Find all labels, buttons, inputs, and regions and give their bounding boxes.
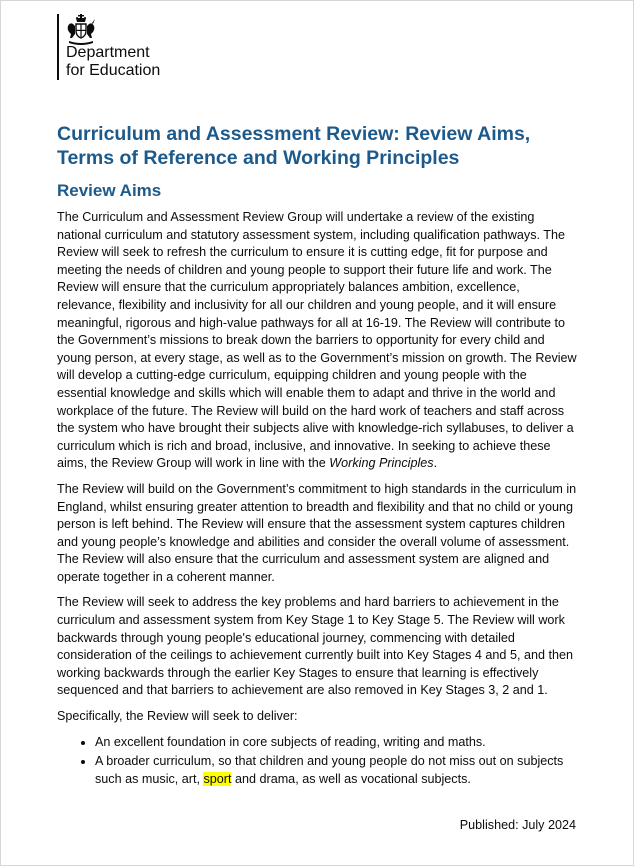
paragraph-standards: The Review will build on the Government’s commitment to high standards in the curriculum in England, whilst ensuring greater attention to breadth and flexibility and that no child or young person is left behind. The Review will ensure that the assessment system captures children and young people’s knowledge and abilities and consider the overall volume of assessment. The Review will also ensure that the curriculum and assessment system are aligned and operate together in a coherent manner. [57, 481, 577, 584]
paragraph-review-group-end: . [433, 456, 438, 471]
paragraph-review-group-text: The Curriculum and Assessment Review Group will undertake a review of the existing national curriculum and statutory assessment system, including qualification pathways. The Review will seek to refresh the curriculum to ensure it is cutting edge, fit for purpose and meeting the needs of children and young people to support their future life and work. The Review will ensure that the curriculum appropriately balances ambition, excellence, relevance, flexibility and inclusivity for all our children and young people, and it will ensure meaningful, rigorous and high-value pathways for all at 16-19. The Review will contribute to the Government’s missions to break down the barriers to opportunity for every child and young person, at every stage, as well as to the Government’s mission on growth. The Review will develop a cutting-edge curriculum, equipping children and young people with the essential knowledge and skills which will enable them to adapt and thrive in the world and workplace of the future. The Review will build on the hard work of teachers and staff across the system who have brought their subjects alive with knowledge-rich syllabuses, to deliver a curriculum which is rich and broad, inclusive, and innovative. In seeking to achieve these aims, the Review Group will work in line with the [57, 210, 577, 471]
document-body [57, 122, 577, 790]
working-principles-reference: Working Principles [329, 456, 434, 471]
deliverables-list [57, 734, 577, 789]
list-item [95, 753, 577, 788]
paragraph-review-group [57, 209, 577, 473]
paragraph-deliver-intro: Specifically, the Review will seek to deliver: [57, 709, 298, 724]
royal-coat-of-arms-icon [66, 14, 96, 46]
department-name-line2: for Education [66, 62, 161, 79]
list-item-text-start: A broader curriculum, so that children and young people do not miss out on subjects such as music, art, [95, 754, 564, 786]
highlighted-word: sport [203, 771, 232, 786]
dfe-logo [57, 14, 161, 80]
list-item-text-end: and drama, as well as vocational subjects. [231, 771, 471, 786]
department-name-line1: Department [66, 44, 150, 61]
published-date: Published: July 2024 [459, 818, 576, 832]
department-name [66, 44, 160, 80]
list-item: • An excellent foundation in core subjects of reading, writing and maths. [95, 734, 577, 752]
paragraph-barriers: The Review will seek to address the key problems and hard barriers to achievement in the curriculum and assessment system from Key Stage 1 to Key Stage 5. The Review will work backwards through young people's educational journey, commencing with detailed consideration of the ceilings to achievement currently built into Key Stages 4 and 5, and then working backwards through the earlier Key Stages to ensure that learning is effectively sequenced and that barriers to achievement are also removed in Key Stages 3, 2 and 1. [57, 595, 573, 698]
section-heading: Review Aims [57, 181, 162, 200]
document-title: Curriculum and Assessment Review: Review Aims, Terms of Reference and Working Principles [57, 123, 531, 169]
